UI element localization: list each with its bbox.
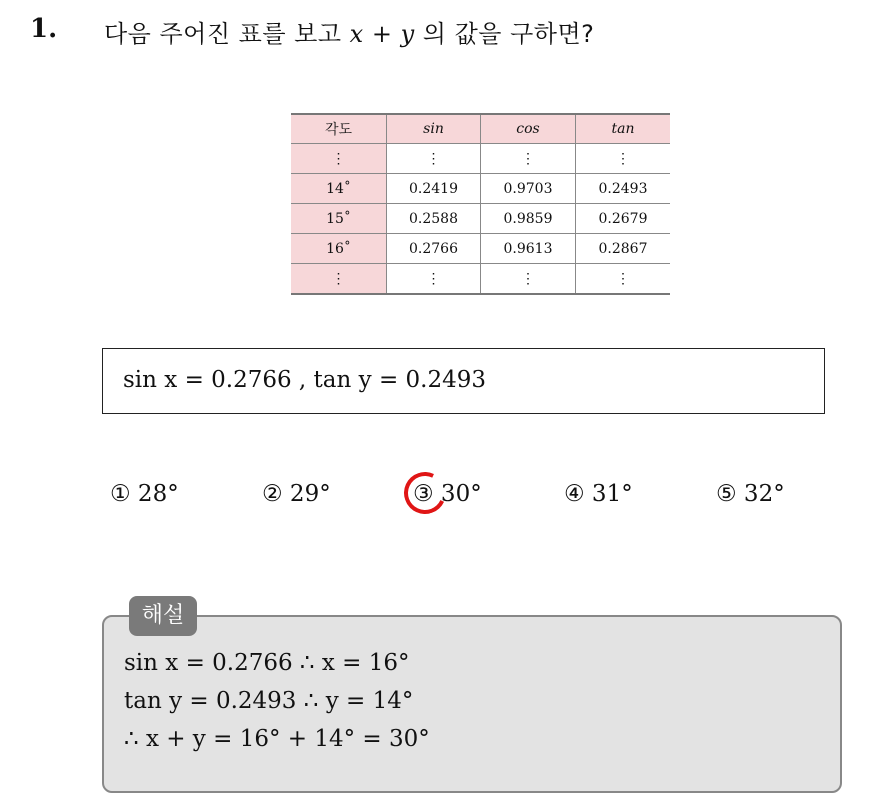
table-cell: ⋮	[291, 144, 387, 174]
table-cell: 0.9859	[481, 204, 576, 234]
table-row	[291, 144, 670, 174]
solution-line-2: tan y = 0.2493 ∴ y = 14°	[124, 688, 414, 714]
solution-line-1: sin x = 0.2766 ∴ x = 16°	[124, 650, 410, 676]
table-cell: 0.2766	[387, 234, 481, 264]
table-cell: ⋮	[291, 264, 387, 295]
question-text	[104, 14, 594, 49]
table-cell: ⋮	[576, 264, 671, 295]
table-cell: 0.9703	[481, 174, 576, 204]
table-cell: 0.2679	[576, 204, 671, 234]
table-cell: 14˚	[291, 174, 387, 204]
question-var-y: y	[400, 20, 415, 48]
table-row	[291, 204, 670, 234]
table-row	[291, 234, 670, 264]
choice-4[interactable]: ④ 31°	[564, 481, 633, 507]
table-cell: 16˚	[291, 234, 387, 264]
choice-1[interactable]: ① 28°	[110, 481, 179, 507]
table-cell: ⋮	[576, 144, 671, 174]
table-cell: 0.2867	[576, 234, 671, 264]
question-text-part1: 다음 주어진 표를 보고	[104, 20, 350, 48]
header-sin: sin	[387, 114, 481, 144]
table-cell: 0.9613	[481, 234, 576, 264]
question-text-part2: 의 값을 구하면?	[414, 20, 595, 48]
table-row	[291, 174, 670, 204]
trig-table	[291, 113, 670, 295]
header-cos: cos	[481, 114, 576, 144]
question-number: 1.	[30, 14, 58, 44]
solution-line-3: ∴ x + y = 16° + 14° = 30°	[124, 726, 430, 752]
choice-3[interactable]: ③ 30°	[413, 481, 482, 507]
table-cell: 15˚	[291, 204, 387, 234]
table-cell: 0.2493	[576, 174, 671, 204]
table-cell: ⋮	[481, 144, 576, 174]
answer-circle-mark	[398, 466, 452, 520]
question-var-x: x	[349, 20, 364, 48]
table-cell: 0.2419	[387, 174, 481, 204]
solution-tag: 해설	[129, 596, 197, 636]
choice-5[interactable]: ⑤ 32°	[716, 481, 785, 507]
given-conditions-box	[102, 348, 825, 414]
choice-2[interactable]: ② 29°	[262, 481, 331, 507]
question-plus: +	[363, 20, 401, 48]
table-row	[291, 264, 670, 295]
header-tan: tan	[576, 114, 671, 144]
table-cell: ⋮	[387, 264, 481, 295]
given-conditions-text: sin x = 0.2766 , tan y = 0.2493	[123, 367, 487, 393]
table-cell: ⋮	[387, 144, 481, 174]
table-header-row	[291, 114, 670, 144]
table-cell: 0.2588	[387, 204, 481, 234]
header-angle: 각도	[291, 114, 387, 144]
table-cell: ⋮	[481, 264, 576, 295]
